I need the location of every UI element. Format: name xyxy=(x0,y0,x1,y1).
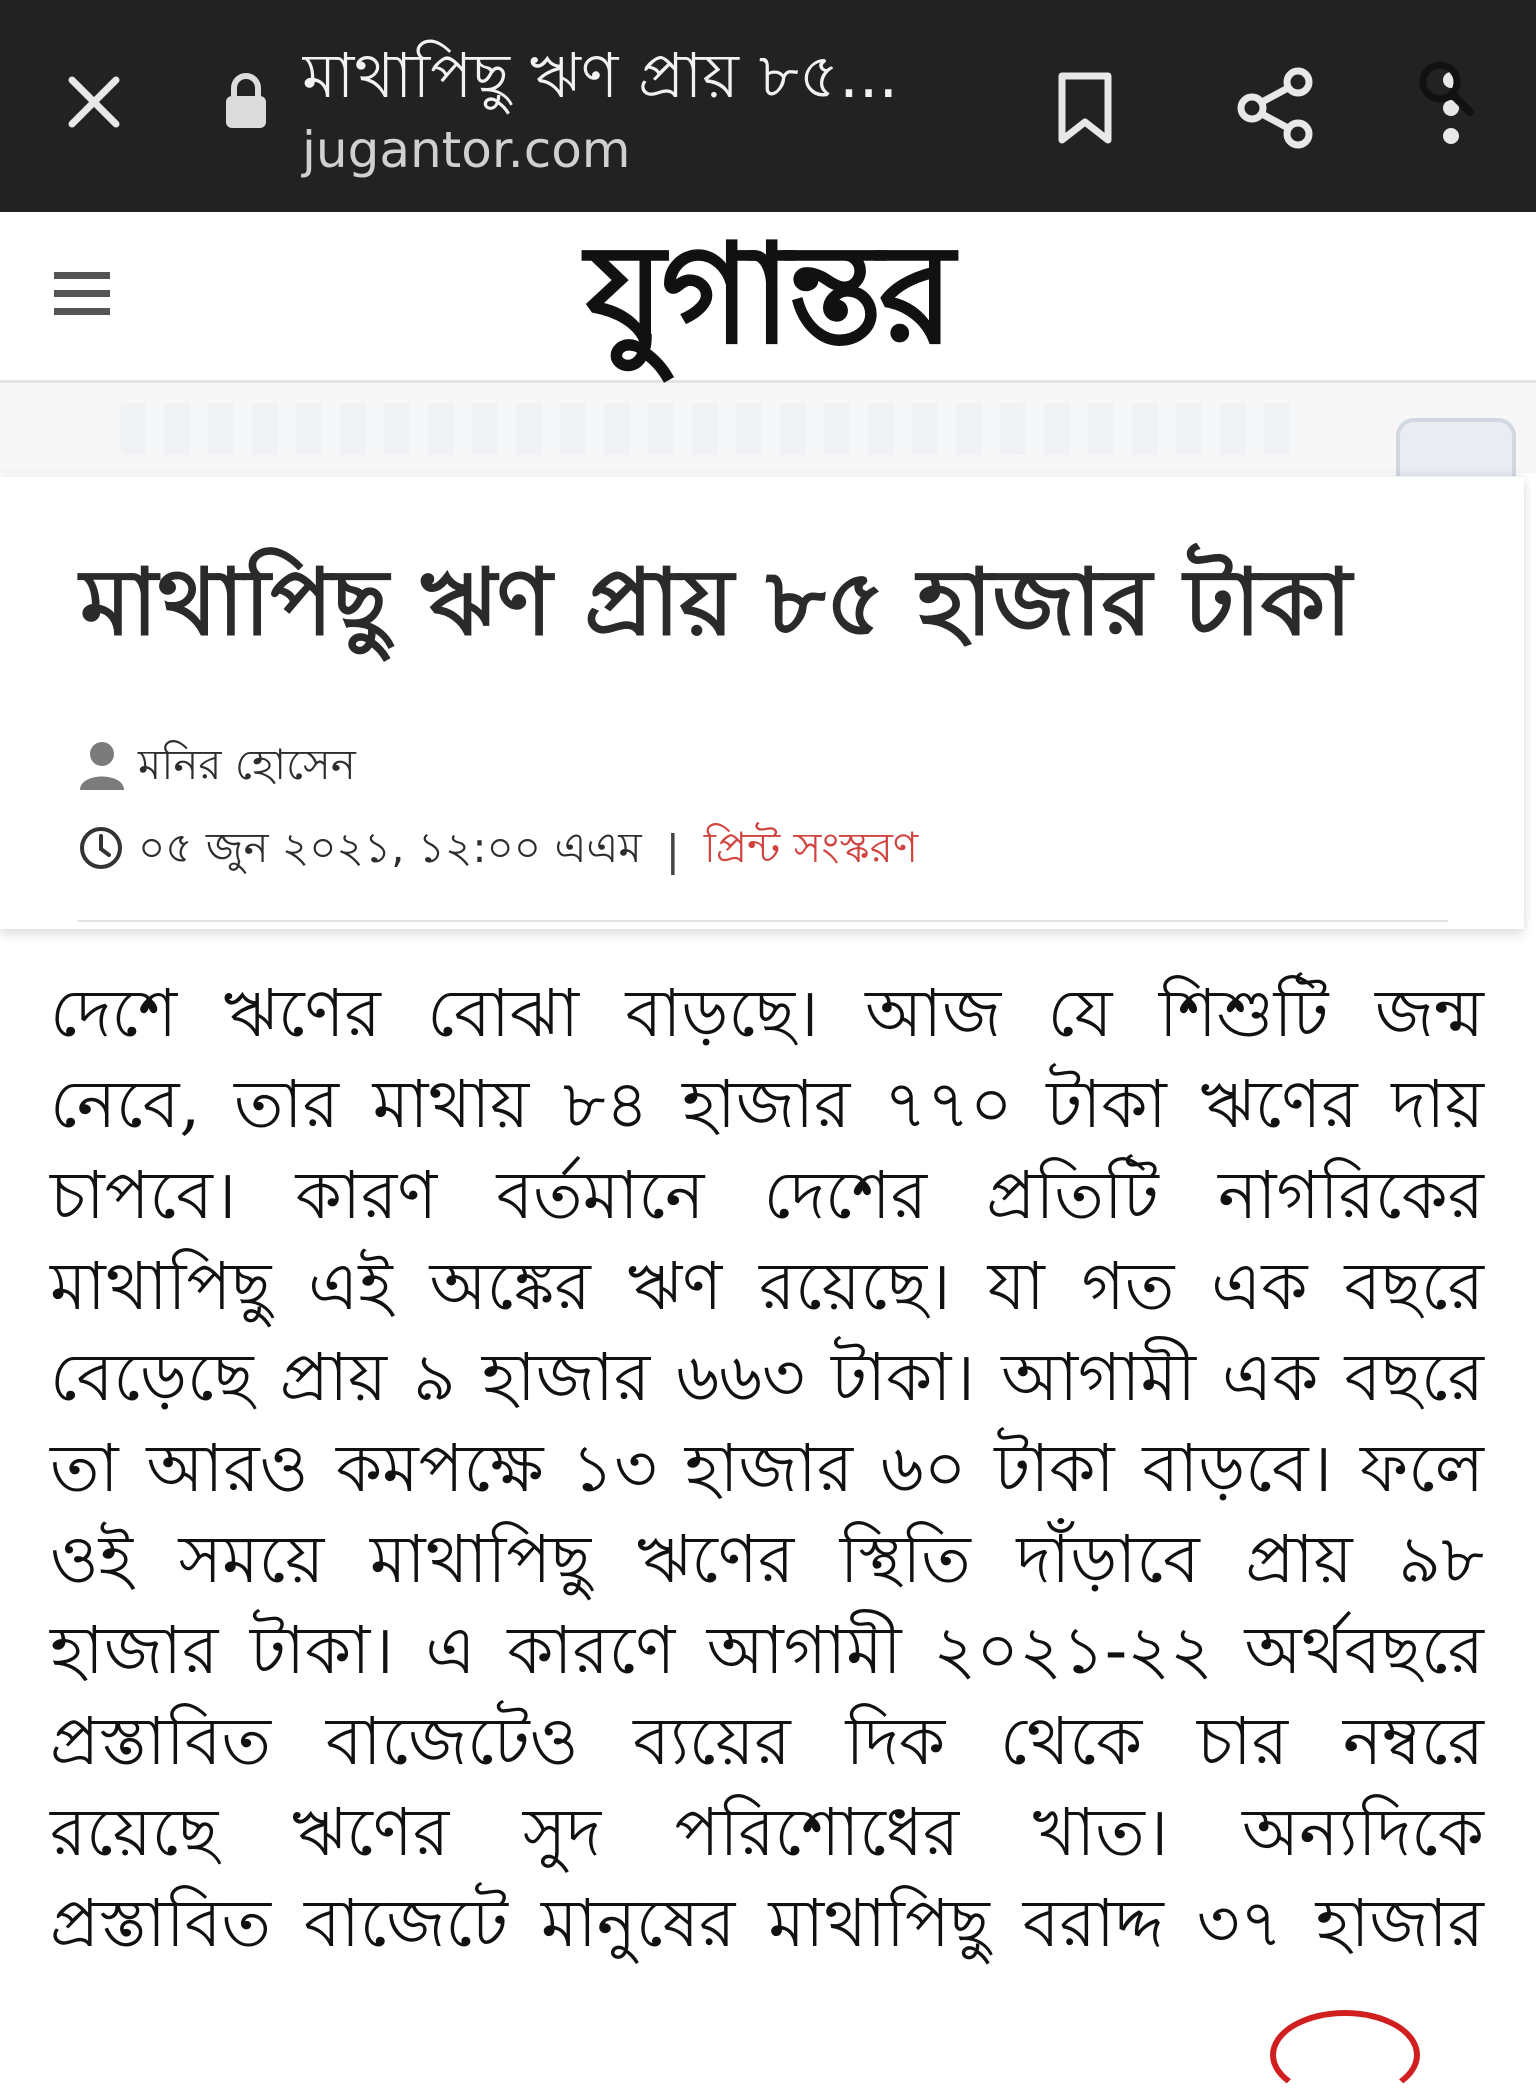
meta-separator: | xyxy=(665,825,680,875)
author-name[interactable]: মনির হোসেন xyxy=(138,739,356,789)
article-line: চাপবে। কারণ বর্তমানে দেশের প্রতিটি নাগরিকের xyxy=(50,1157,1484,1234)
article-line: নেবে, তার মাথায় ৮৪ হাজার ৭৭০ টাকা ঋণের দায় xyxy=(50,1066,1484,1143)
article-header xyxy=(0,477,1524,929)
article-line: হাজার টাকা। এ কারণে আগামী ২০২১-২২ অর্থবছরে xyxy=(50,1612,1484,1689)
article-line: প্রস্তাবিত বাজেটেও ব্যয়ের দিক থেকে চার নম্বরে xyxy=(50,1703,1484,1780)
article-line: প্রস্তাবিত বাজেটে মানুষের মাথাপিছু বরাদ্দ ৩৭ হাজার xyxy=(50,1885,1484,1962)
ad-banner[interactable] xyxy=(0,383,1536,473)
site-logo[interactable]: যুগান্তর xyxy=(585,212,951,375)
bookmark-icon[interactable] xyxy=(1050,70,1120,146)
article-line: মাথাপিছু এই অঙ্কের ঋণ রয়েছে। যা গত এক বছরে xyxy=(50,1248,1484,1325)
article-line: ওই সময়ে মাথাপিছু ঋণের স্থিতি দাঁড়াবে প্রায় ৯৮ xyxy=(50,1521,1484,1598)
article-line: তা আরও কমপক্ষে ১৩ হাজার ৬০ টাকা বাড়বে। ফলে xyxy=(50,1430,1484,1507)
share-icon[interactable] xyxy=(1236,66,1316,150)
article-headline: মাথাপিছু ঋণ প্রায় ৮৫ হাজার টাকা xyxy=(80,549,1352,656)
ad-choices-icon[interactable] xyxy=(1396,418,1516,476)
publish-date: ০৫ জুন ২০২১, ১২:০০ এএম xyxy=(138,822,642,872)
article-line: দেশে ঋণের বোঝা বাড়ছে। আজ যে শিশুটি জন্ম xyxy=(50,975,1484,1052)
page-host: jugantor.com xyxy=(302,121,631,179)
user-icon xyxy=(78,740,126,794)
article-line: বেড়েছে প্রায় ৯ হাজার ৬৬৩ টাকা। আগামী এক বছরে xyxy=(50,1339,1484,1416)
clock-icon xyxy=(78,825,124,875)
article-body xyxy=(50,968,1484,1969)
page-title: মাথাপিছু ঋণ প্রায় ৮৫... xyxy=(302,39,899,112)
author-row xyxy=(78,739,356,795)
article-line: রয়েছে ঋণের সুদ পরিশোধের খাত। অন্যদিকে xyxy=(50,1794,1484,1871)
article-meta xyxy=(78,815,918,885)
print-edition-link[interactable]: প্রিন্ট সংস্করণ xyxy=(703,822,919,872)
browser-toolbar xyxy=(0,0,1536,212)
hamburger-menu-icon[interactable] xyxy=(48,260,116,328)
ad-content xyxy=(120,403,1300,455)
close-icon[interactable] xyxy=(58,66,130,138)
divider xyxy=(78,920,1448,922)
search-icon[interactable] xyxy=(1414,56,1478,120)
site-header xyxy=(0,212,1536,383)
annotation-circle xyxy=(1270,2010,1420,2100)
lock-icon xyxy=(222,70,270,130)
